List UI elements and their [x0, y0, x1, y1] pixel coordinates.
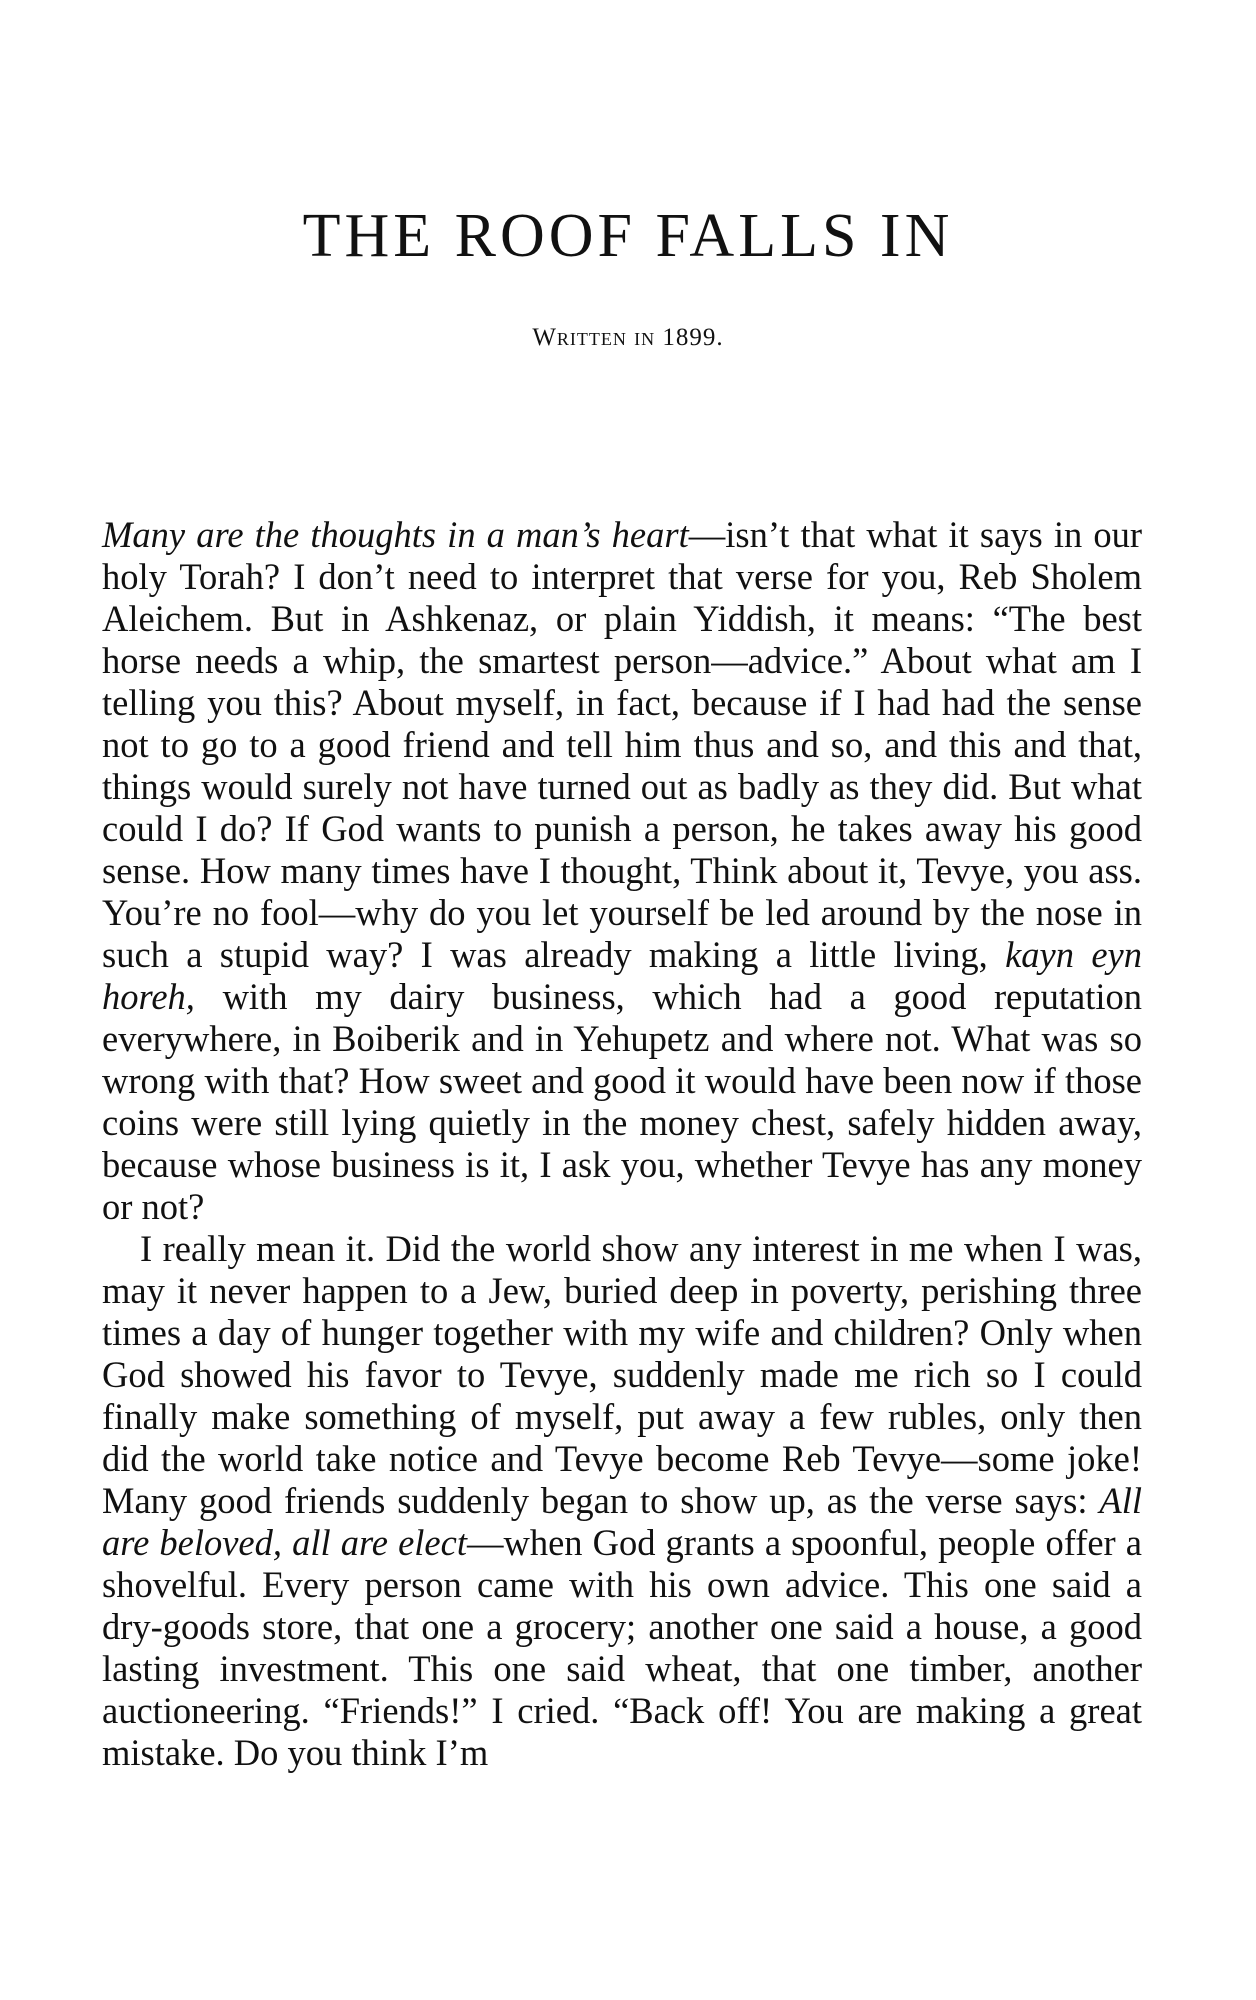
paragraph-segment: All are beloved, all are elect: [102, 1480, 1142, 1563]
written-date-note: [0, 325, 1256, 350]
written-year: 1899.: [662, 324, 724, 351]
paragraph-segment: kayn eyn horeh,: [102, 934, 1142, 1017]
chapter-body: [102, 514, 1142, 1774]
written-label: Written in: [532, 324, 656, 351]
paragraph-segment: Many are the thoughts in a man’s heart: [102, 514, 689, 555]
paragraph-2: [102, 1228, 1142, 1774]
paragraph-segment: with my dairy business, which had a good reputation everywhere, in Boiberik and in Yehupetz and where not. What was so wrong with that? How sweet and good it would have been now if those coins were still lying quietly in the money chest, safely hidden away, because whose business is it, I ask you, whether Tevye has any money or not?: [102, 976, 1142, 1227]
chapter-title: THE ROOF FALLS IN: [302, 202, 954, 270]
paragraph-1: [102, 514, 1142, 1228]
paragraph-segment: —when God grants a spoonful, people offer a shovelful. Every person came with his own advice. This one said a dry-goods store, that one a grocery; another one said a house, a good lasting investment. This one said wheat, that one timber, another auctioneering. “Friends!” I cried. “Back off! You are making a great mistake. Do you think I’m: [102, 1522, 1142, 1773]
paragraph-segment: I really mean it. Did the world show any interest in me when I was, may it never happen to a Jew, buried deep in poverty, perishing three times a day of hunger together with my wife and children? Only when God showed his favor to Tevye, suddenly made me rich so I could finally make something of myself, put away a few rubles, only then did the world take notice and Tevye become Reb Tevye—some joke! Many good friends suddenly began to show up, as the verse says:: [102, 1228, 1142, 1521]
paragraph-segment: —isn’t that what it says in our holy Torah? I don’t need to interpret that verse for you, Reb Sholem Aleichem. But in Ashkenaz, or plain Yiddish, it means: “The best horse needs a whip, the smartest person—advice.” About what am I telling you this? About myself, in fact, because if I had had the sense not to go to a good friend and tell him thus and so, and this and that, things would surely not have turned out as badly as they did. But what could I do? If God wants to punish a person, he takes away his good sense. How many times have I thought, Think about it, Tevye, you ass. You’re no fool—why do you let yourself be led around by the nose in such a stupid way? I was already making a little living,: [102, 514, 1142, 975]
